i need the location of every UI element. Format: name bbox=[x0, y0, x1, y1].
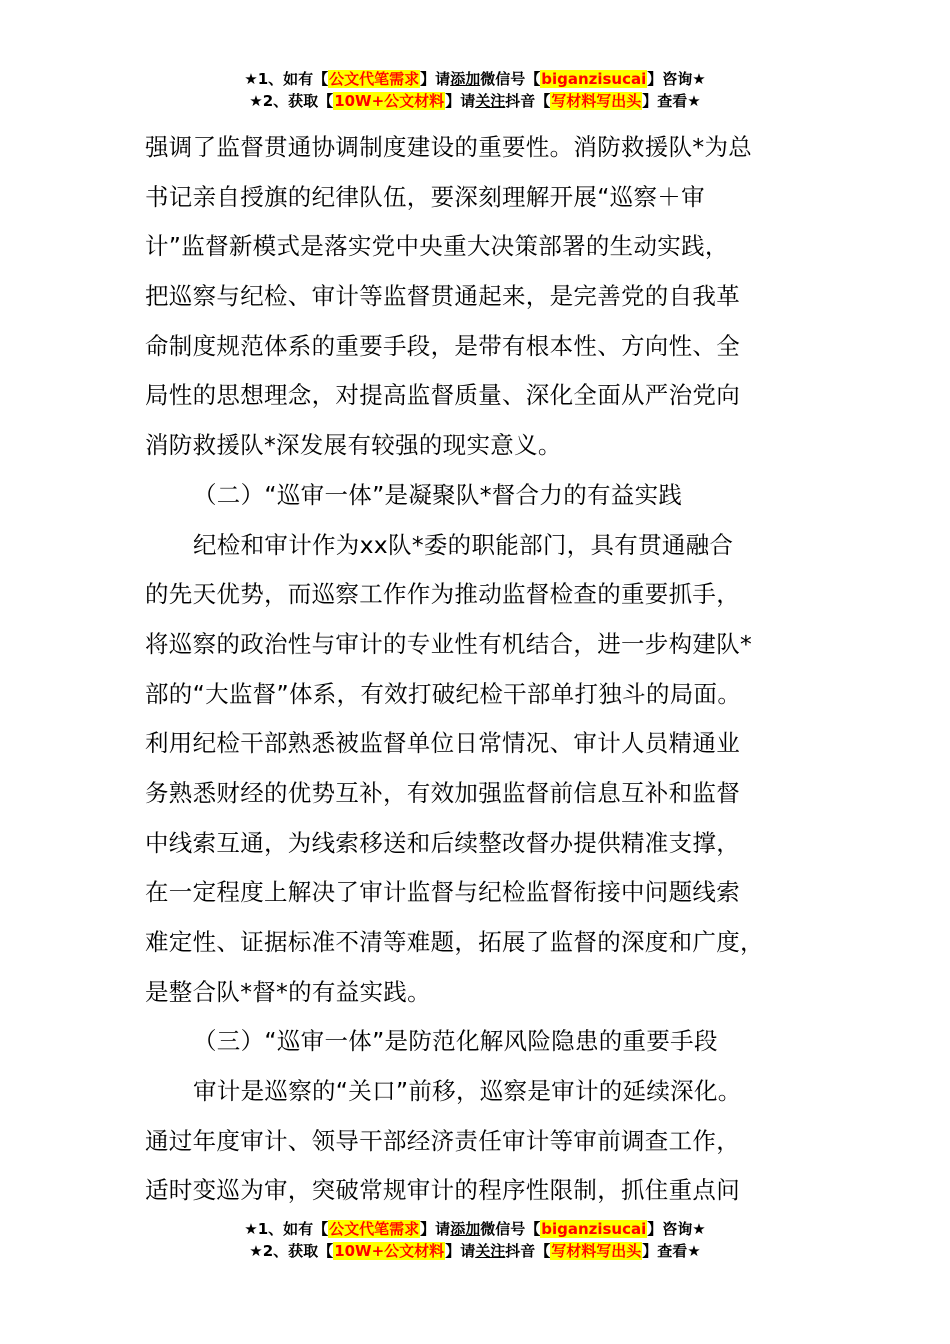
body-line: 难定性、证据标准不清等难题，拓展了监督的深度和广度， bbox=[145, 928, 764, 956]
highlight-text: 10W+公文材料 bbox=[334, 1242, 445, 1260]
body-line: 是整合队*督*的有益实践。 bbox=[145, 977, 431, 1006]
banner-text: ★2、获取【 bbox=[249, 1242, 334, 1260]
banner-line-1 bbox=[0, 1218, 950, 1240]
banner-text: ★1、如有【 bbox=[244, 70, 329, 88]
underlined-text: 关注 bbox=[475, 1242, 506, 1260]
banner-text: 】请 bbox=[420, 70, 451, 88]
document-body bbox=[145, 123, 815, 1216]
banner-text: 】请 bbox=[445, 92, 476, 110]
section-heading: （三）“巡审一体”是防范化解风险隐患的重要手段 bbox=[193, 1027, 718, 1056]
paragraph-first-line: 纪检和审计作为xx队*委的职能部门，具有贯通融合 bbox=[193, 530, 734, 559]
body-line: 务熟悉财经的优势互补，有效加强监督前信息互补和监督 bbox=[145, 778, 740, 807]
douyin-highlight: 写材料写出头 bbox=[551, 1242, 642, 1260]
banner-text: 微信号【 bbox=[480, 1220, 541, 1238]
banner-text: 抖音【 bbox=[505, 1242, 551, 1260]
underlined-text: 关注 bbox=[475, 92, 506, 110]
body-line: 书记亲自授旗的纪律队伍，要深刻理解开展“巡察＋审 bbox=[145, 182, 705, 211]
body-line: 将巡察的政治性与审计的专业性有机结合，进一步构建队* bbox=[145, 629, 753, 658]
highlight-text: 公文代笔需求 bbox=[329, 70, 420, 88]
paragraph-first-line: 审计是巡察的“关口”前移，巡察是审计的延续深化。 bbox=[193, 1077, 742, 1106]
wechat-id-highlight: biganzisucai bbox=[541, 1220, 647, 1238]
banner-text: 抖音【 bbox=[505, 92, 551, 110]
banner-text: 】请 bbox=[445, 1242, 476, 1260]
body-line: 局性的思想理念，对提高监督质量、深化全面从严治党向 bbox=[145, 381, 740, 410]
header-banner bbox=[0, 68, 950, 112]
banner-text: ★2、获取【 bbox=[249, 92, 334, 110]
body-line: 适时变巡为审，突破常规审计的程序性限制，抓住重点问 bbox=[145, 1176, 740, 1205]
banner-line-2 bbox=[0, 1240, 950, 1262]
underlined-text: 添加 bbox=[450, 70, 481, 88]
body-line: 部的“大监督”体系，有效打破纪检干部单打独斗的局面。 bbox=[145, 679, 742, 708]
banner-text: ★1、如有【 bbox=[244, 1220, 329, 1238]
body-line: 通过年度审计、领导干部经济责任审计等审前调查工作， bbox=[145, 1126, 740, 1155]
douyin-highlight: 写材料写出头 bbox=[551, 92, 642, 110]
highlight-text: 10W+公文材料 bbox=[334, 92, 445, 110]
section-heading: （二）“巡审一体”是凝聚队*督合力的有益实践 bbox=[193, 480, 683, 509]
body-line: 计”监督新模式是落实党中央重大决策部署的生动实践， bbox=[145, 232, 729, 261]
body-line: 利用纪检干部熟悉被监督单位日常情况、审计人员精通业 bbox=[145, 729, 740, 758]
body-line: 把巡察与纪检、审计等监督贯通起来，是完善党的自我革 bbox=[145, 282, 740, 311]
banner-text: 】查看★ bbox=[642, 92, 701, 110]
banner-text: 微信号【 bbox=[480, 70, 541, 88]
underlined-text: 添加 bbox=[450, 1220, 481, 1238]
body-line: 强调了监督贯通协调制度建设的重要性。消防救援队*为总 bbox=[145, 133, 753, 161]
banner-line-1 bbox=[0, 68, 950, 90]
footer-banner bbox=[0, 1218, 950, 1262]
body-line: 中线索互通，为线索移送和后续整改督办提供精准支撑， bbox=[145, 828, 740, 857]
banner-text: 】请 bbox=[420, 1220, 451, 1238]
banner-line-2 bbox=[0, 90, 950, 112]
wechat-id-highlight: biganzisucai bbox=[541, 70, 647, 88]
banner-text: 】咨询★ bbox=[647, 1220, 706, 1238]
body-line: 命制度规范体系的重要手段，是带有根本性、方向性、全 bbox=[145, 331, 740, 360]
banner-text: 】咨询★ bbox=[647, 70, 706, 88]
highlight-text: 公文代笔需求 bbox=[329, 1220, 420, 1238]
body-line: 消防救援队*深发展有较强的现实意义。 bbox=[145, 431, 562, 460]
body-line: 在一定程度上解决了审计监督与纪检监督衔接中问题线索 bbox=[145, 878, 740, 907]
banner-text: 】查看★ bbox=[642, 1242, 701, 1260]
body-line: 的先天优势，而巡察工作作为推动监督检查的重要抓手， bbox=[145, 580, 740, 609]
